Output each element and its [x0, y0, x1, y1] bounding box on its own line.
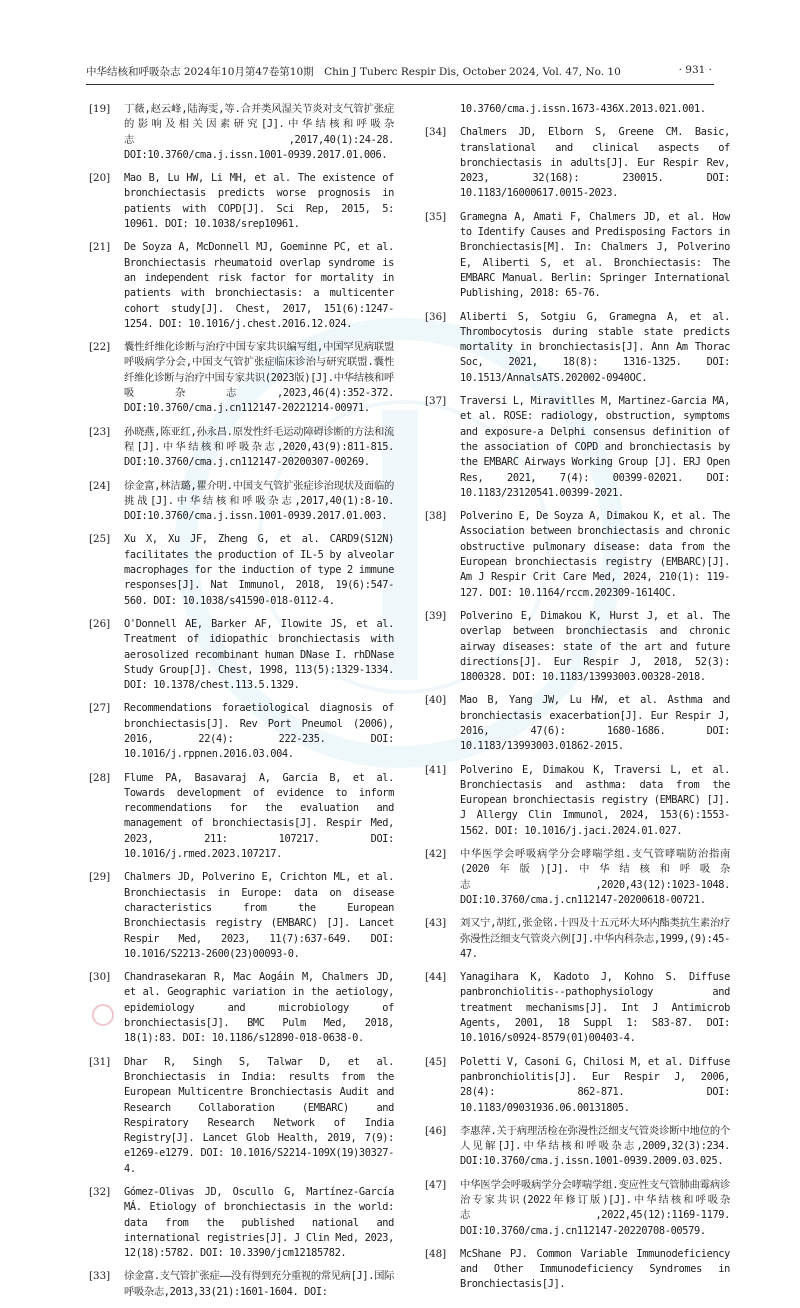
- reference-number: [23]: [89, 425, 111, 438]
- reference-number: [47]: [425, 1178, 447, 1191]
- reference-number: [44]: [425, 971, 447, 984]
- reference-text: Gramegna A, Amati F, Chalmers JD, et al. How to Identify Causes and Predisposing Factors in Bronchiectasis[M]. In: Chalmers J, Polverino E, Aliberti S, et al. Bronchiectasis: The EMBARC Manual. Berlin: Springer International Publishing, 2018: 65-76.: [460, 210, 730, 300]
- reference-number: [30]: [89, 971, 111, 984]
- reference-number: [39]: [425, 609, 447, 622]
- reference-item: [86, 102, 394, 163]
- reference-item: [422, 210, 730, 302]
- reference-item: [422, 916, 730, 962]
- reference-text: Yanagihara K, Kadoto J, Kohno S. Diffuse panbronchiolitis--pathophysiology and treatment mechanisms[J]. Int J Antimicrob Agents, 2001, 18 Suppl 1: S83-87. DOI: 10.1016/s0924-8579(01)00403-4.: [460, 971, 730, 1045]
- reference-item: [422, 693, 730, 754]
- reference-item: [422, 394, 730, 501]
- reference-number: [35]: [425, 210, 447, 223]
- reference-item: [86, 870, 394, 962]
- reference-text: Traversi L, Miravitlles M, Martinez-Garcia MA, et al. ROSE: radiology, obstruction, symptoms and exposure-a Delphi consensus definition of the association of COPD and bronchiectasis by the EMBARC Airways Working Group [J]. ERJ Open Res, 2021, 7(4): 00399-02021. DOI: 10.1183/23120541.00399-2021.: [460, 395, 730, 499]
- reference-number: [29]: [89, 871, 111, 884]
- reference-number: [31]: [89, 1055, 111, 1068]
- reference-item: [86, 340, 394, 416]
- running-header: [86, 64, 712, 82]
- reference-number: [41]: [425, 763, 447, 776]
- reference-text: 中华医学会呼吸病学分会哮喘学组.支气管哮喘防治指南(2020年版)[J].中华结核和呼吸杂志,2020,43(12):1023-1048. DOI:10.3760/cma.j.cn112147-20200618-00721.: [460, 848, 730, 906]
- reference-text: 丁薇,赵云峰,陆海雯,等.合并类风湿关节炎对支气管扩张症的影响及相关因素研究[J].中华结核和呼吸杂志,2017,40(1):24-28. DOI:10.3760/cma.j.issn.1001-0939.2017.01.006.: [124, 103, 394, 161]
- reference-item: [422, 609, 730, 685]
- reference-number: [25]: [89, 533, 111, 546]
- header-rule: [86, 84, 714, 85]
- reference-number: [28]: [89, 771, 111, 784]
- reference-text: 孙晓燕,陈亚红,孙永昌.原发性纤毛运动障碍诊断的方法和流程[J].中华结核和呼吸杂志,2020,43(9):811-815. DOI:10.3760/cma.j.cn112147-20200307-00269.: [124, 425, 394, 469]
- reference-text: Chalmers JD, Polverino E, Crichton ML, et al. Bronchiectasis in Europe: data on disease characteristics from the European Bronchiectasis registry (EMBARC) [J]. Lancet Respir Med, 2023, 11(7):637-649. DOI: 10.1016/S2213-2600(23)00093-0.: [124, 871, 394, 960]
- reference-item: [422, 1055, 730, 1116]
- reference-number: [38]: [425, 510, 447, 523]
- reference-number: [32]: [89, 1186, 111, 1198]
- reference-text: Polverino E, De Soyza A, Dimakou K, et al. The Association between bronchiectasis and chronic obstructive pulmonary disease: data from the European bronchiectasis registry (EMBARC)[J]. Am J Respir Crit Care Med, 2024, 210(1): 119-127. DOI: 10.1164/rccm.202309-1614OC.: [460, 510, 730, 599]
- reference-text: Flume PA, Basavaraj A, Garcia B, et al. Towards development of evidence to inform recommendations for the evaluation and management of bronchiectasis[J]. Respir Med, 2023, 211: 107217. DOI: 10.1016/j.rmed.2023.107217.: [124, 771, 394, 861]
- reference-number: [26]: [89, 617, 111, 630]
- reference-text: Dhar R, Singh S, Talwar D, et al. Bronchiectasis in India: results from the European Multicentre Bronchiectasis Audit and Research Collaboration (EMBARC) and Respiratory Research Network of India Registry[J]. Lancet Glob Health, 2019, 7(9): e1269-e1279. DOI: 10.1016/S2214-109X(19)30327-4.: [124, 1055, 394, 1175]
- reference-text: Mao B, Yang JW, Lu HW, et al. Asthma and bronchiectasis exacerbation[J]. Eur Respir J, 2016, 47(6): 1680-1686. DOI: 10.1183/13993003.01862-2015.: [460, 694, 730, 753]
- reference-text: De Soyza A, McDonnell MJ, Goeminne PC, et al. Bronchiectasis rheumatoid overlap syndrome is an independent risk factor for mortality in patients with bronchiectasis: a multicenter cohort study[J]. Chest, 2017, 151(6):1247-1254. DOI: 10.1016/j.chest.2016.12.024.: [124, 241, 394, 330]
- reference-number: [43]: [425, 917, 447, 930]
- reference-item: [422, 1124, 730, 1170]
- reference-item: [422, 763, 730, 839]
- reference-text: Chalmers JD, Elborn S, Greene CM. Basic, translational and clinical aspects of bronchiectasis in adults[J]. Eur Respir Rev, 2023, 32(168): 230015. DOI: 10.1183/16000617.0015-2023.: [460, 126, 730, 200]
- publisher-seal-icon: [92, 1004, 114, 1026]
- page-number: · 931 ·: [678, 64, 712, 76]
- reference-text: 中华医学会呼吸病学分会哮喘学组.变应性支气管肺曲霉病诊治专家共识(2022年修订版)[J].中华结核和呼吸杂志,2022,45(12):1169-1179. DOI:10.3760/cma.j.cn112147-20220708-00579.: [460, 1178, 730, 1237]
- reference-item: [86, 532, 394, 608]
- publisher-logo: [92, 1004, 362, 1026]
- reference-item: [86, 240, 394, 332]
- reference-item: [422, 125, 730, 201]
- reference-item: [422, 509, 730, 601]
- reference-number: [24]: [89, 479, 111, 492]
- reference-text: McShane PJ. Common Variable Immunodeficiency and Other Immunodeficiency Syndromes in Bronchiectasis[J].: [460, 1247, 730, 1291]
- reference-number: [42]: [425, 848, 447, 861]
- reference-number: [37]: [425, 395, 447, 408]
- reference-item: [86, 171, 394, 232]
- reference-number: [20]: [89, 172, 111, 185]
- reference-text: 李惠萍.关于病理活检在弥漫性泛细支气管炎诊断中地位的个人见解[J].中华结核和呼吸杂志,2009,32(3):234. DOI:10.3760/cma.j.issn.1001-0939.2009.03.025.: [460, 1124, 730, 1168]
- reference-text: 徐金富,林洁璐,瞿介明.中国支气管扩张症诊治现状及面临的挑战[J].中华结核和呼吸杂志,2017,40(1):8-10. DOI:10.3760/cma.j.issn.1001-0939.2017.01.003.: [124, 479, 394, 523]
- reference-list-left: [86, 102, 394, 1308]
- reference-text: 刘又宁,胡红,张金铭.十四及十五元环大环内酯类抗生素治疗弥漫性泛细支气管炎六例[J].中华内科杂志,1999,(9):45-47.: [460, 917, 730, 960]
- reference-number: [45]: [425, 1055, 447, 1068]
- reference-item: [86, 1185, 394, 1261]
- reference-number: [40]: [425, 694, 447, 707]
- reference-number: [36]: [425, 310, 447, 323]
- reference-item: [422, 1247, 730, 1293]
- reference-number: [22]: [89, 341, 111, 354]
- reference-item: [422, 847, 730, 908]
- reference-item: [86, 479, 394, 525]
- reference-number: [34]: [425, 126, 447, 139]
- reference-item: [86, 617, 394, 693]
- reference-text: Polverino E, Dimakou K, Traversi L, et al. Bronchiectasis and asthma: data from the European bronchiectasis registry (EMBARC) [J]. J Allergy Clin Immunol, 2024, 153(6):1553-1562. DOI: 10.1016/j.jaci.2024.01.027.: [460, 763, 730, 837]
- reference-number: [48]: [425, 1247, 447, 1260]
- reference-number: [27]: [89, 702, 111, 715]
- reference-item: [422, 310, 730, 386]
- reference-item: [86, 771, 394, 863]
- reference-text: O'Donnell AE, Barker AF, Ilowite JS, et al. Treatment of idiopathic bronchiectasis with aerosolized recombinant human DNase I. rhDNase Study Group[J]. Chest, 1998, 113(5):1329-1334. DOI: 10.1378/chest.113.5.1329.: [124, 617, 394, 692]
- reference-text: Recommendations foraetiological diagnosis of bronchiectasis[J]. Rev Port Pneumol (2006), 2016, 22(4): 222-235. DOI: 10.1016/j.rppnen.2016.03.004.: [124, 702, 394, 761]
- reference-text: Chandrasekaran R, Mac Aogáin M, Chalmers JD, et al. Geographic variation in the aetiology, epidemiology and microbiology of bronchiectasis[J]. BMC Pulm Med, 2018, 18(1):83. DOI: 10.1186/s12890-018-0638-0.: [124, 971, 394, 1045]
- journal-citation: 中华结核和呼吸杂志 2024年10月第47卷第10期 Chin J Tuberc Respir Dis, October 2024, Vol. 47, No. 10: [86, 66, 621, 78]
- reference-continuation: 10.3760/cma.j.issn.1673-436X.2013.021.001.: [460, 103, 706, 115]
- reference-item: [86, 1269, 394, 1300]
- reference-list-right: [422, 102, 730, 1301]
- reference-text: Xu X, Xu JF, Zheng G, et al. CARD9(S12N) facilitates the production of IL-5 by alveolar macrophages for the induction of type 2 immune responses[J]. Nat Immunol, 2018, 19(6):547-560. DOI: 10.1038/s41590-018-0112-4.: [124, 533, 394, 607]
- reference-number: [33]: [89, 1270, 111, 1283]
- reference-text: 囊性纤维化诊断与治疗中国专家共识编写组,中国罕见病联盟呼吸病学分会,中国支气管扩张症临床诊治与研究联盟.囊性纤维化诊断与治疗中国专家共识(2023版)[J].中华结核和呼吸杂志,2023,46(4):352-372. DOI:10.3760/cma.j.cn112147-20221214-00971.: [124, 341, 394, 415]
- reference-item: [86, 701, 394, 762]
- reference-number: [21]: [89, 241, 111, 254]
- reference-item: [422, 1178, 730, 1239]
- reference-text: Gómez-Olivas JD, Oscullo G, Martínez-García MÁ. Etiology of bronchiectasis in the world: data from the published national and international registries[J]. J Clin Med, 2023, 12(18):5782. DOI: 10.3390/jcm12185782.: [124, 1186, 394, 1260]
- reference-text: 徐金富.支气管扩张症——没有得到充分重视的常见病[J].国际呼吸杂志,2013,33(21):1601-1604. DOI:: [124, 1270, 394, 1298]
- reference-text: Polverino E, Dimakou K, Hurst J, et al. The overlap between bronchiectasis and chronic airway diseases: state of the art and future directions[J]. Eur Respir J, 2018, 52(3): 1800328. DOI: 10.1183/13993003.00328-2018.: [460, 609, 730, 684]
- reference-number: [19]: [89, 103, 111, 115]
- reference-item: [86, 425, 394, 471]
- reference-number: [46]: [425, 1124, 447, 1137]
- reference-text: Poletti V, Casoni G, Chilosi M, et al. Diffuse panbronchiolitis[J]. Eur Respir J, 2006, 28(4): 862-871. DOI: 10.1183/09031936.06.00131805.: [460, 1055, 730, 1114]
- reference-item: [422, 970, 730, 1046]
- reference-text: Aliberti S, Sotgiu G, Gramegna A, et al. Thrombocytosis during stable state predicts mortality in bronchiectasis[J]. Ann Am Thorac Soc, 2021, 18(8): 1316-1325. DOI: 10.1513/AnnalsATS.202002-0940OC.: [460, 310, 730, 384]
- reference-item: [86, 1055, 394, 1177]
- reference-text: Mao B, Lu HW, Li MH, et al. The existence of bronchiectasis predicts worse prognosis in patients with COPD[J]. Sci Rep, 2015, 5: 10961. DOI: 10.1038/srep10961.: [124, 172, 394, 231]
